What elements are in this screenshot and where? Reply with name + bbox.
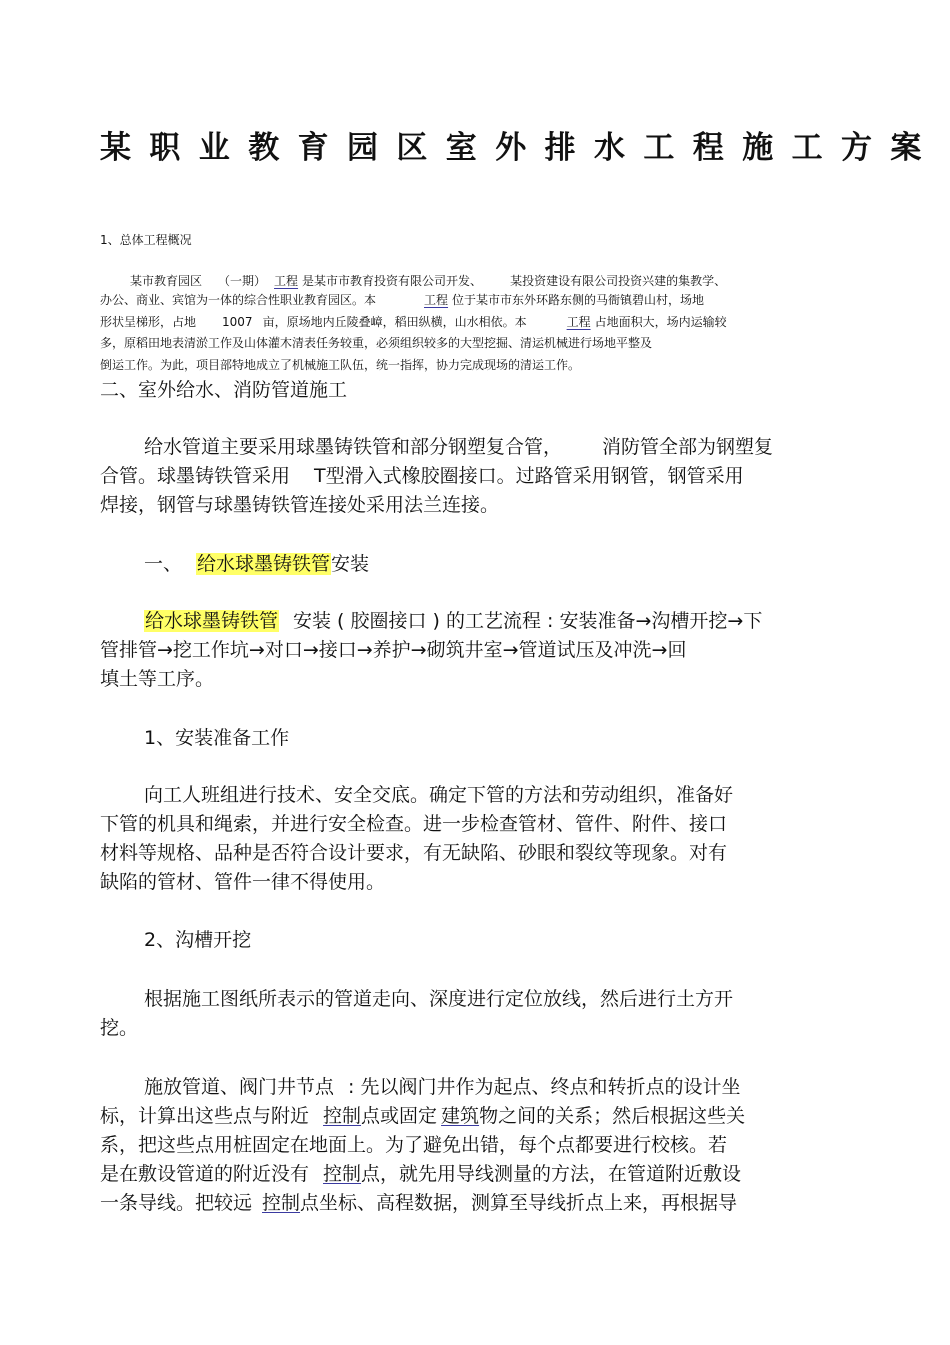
trench-line-1: 根据施工图纸所表示的管道走向、深度进行定位放线，然后进行土方开 — [144, 988, 734, 1010]
trench-line-2: 挖。 — [100, 1017, 139, 1039]
document-title: 某职业教育园区室外排水工程施工方案 — [100, 130, 940, 166]
highlighted-term: 给水球墨铸铁管 — [145, 610, 279, 632]
survey-line-4: 是在敷设管道的附近没有 控制点，就先用导线测量的方法，在管道附近敷设 — [100, 1163, 742, 1185]
overview-line-2: 办公、商业、宾馆为一体的综合性职业教育园区。本 工程 位于某市市东外环路东侧的马衙镇碧山村，场地 — [100, 293, 705, 307]
link-engineering[interactable]: 工程 — [274, 274, 299, 288]
link-control[interactable]: 控制 — [323, 1163, 362, 1185]
materials-line-1: 给水管道主要采用球墨铸铁管和部分钢塑复合管， 消防管全部为钢塑复 — [144, 436, 774, 458]
link-engineering[interactable]: 工程 — [424, 293, 449, 307]
overview-line-3: 形状呈梯形，占地 1007 亩，原场地内丘陵叠嶂，稻田纵横，山水相依。本 工程 占地面积大，场内运输较 — [100, 315, 727, 329]
materials-line-2: 合管。球墨铸铁管采用 T型滑入式橡胶圈接口。过路管采用钢管，钢管采用 — [100, 465, 744, 487]
preparation-line-1: 向工人班组进行技术、安全交底。确定下管的方法和劳动组织，准备好 — [144, 784, 734, 806]
survey-line-1: 施放管道、阀门井节点 : 先以阀门井作为起点、终点和转折点的设计坐 — [144, 1076, 741, 1098]
process-line-3: 填土等工序。 — [100, 668, 215, 690]
section-2-heading: 二、室外给水、消防管道施工 — [100, 379, 348, 401]
overview-line-4: 多，原稻田地表清淤工作及山体灌木清表任务较重，必须组织较多的大型挖掘、清运机械进行场地平整及 — [100, 336, 653, 350]
preparation-line-2: 下管的机具和绳索，并进行安全检查。进一步检查管材、管件、附件、接口 — [100, 813, 728, 835]
process-line-1: 给水球墨铸铁管 安装 ( 胶圈接口 ) 的工艺流程 : 安装准备→沟槽开挖→下 — [145, 610, 763, 632]
subsection-1-heading: 一、 给水球墨铸铁管安装 — [144, 553, 370, 575]
overview-line-1: 某市教育园区 （一期） 工程 是某市市教育投资有限公司开发、 某投资建设有限公司投资兴建的集教学、 — [130, 274, 727, 288]
preparation-line-4: 缺陷的管材、管件一律不得使用。 — [100, 871, 386, 893]
survey-line-2: 标，计算出这些点与附近 控制点或固定 建筑物之间的关系；然后根据这些关 — [100, 1105, 746, 1127]
survey-line-5: 一条导线。把较远 控制点坐标、高程数据，测算至导线折点上来，再根据导 — [100, 1192, 738, 1214]
survey-line-3: 系，把这些点用桩固定在地面上。为了避免出错，每个点都要进行校核。若 — [100, 1134, 728, 1156]
item-2-heading: 2、沟槽开挖 — [144, 929, 252, 951]
link-building[interactable]: 建筑 — [441, 1105, 480, 1127]
preparation-line-3: 材料等规格、品种是否符合设计要求，有无缺陷、砂眼和裂纹等现象。对有 — [100, 842, 728, 864]
highlighted-term: 给水球墨铸铁管 — [197, 553, 331, 575]
materials-line-3: 焊接，钢管与球墨铸铁管连接处采用法兰连接。 — [100, 494, 500, 516]
section-1-heading: 1、总体工程概况 — [100, 233, 192, 247]
link-engineering[interactable]: 工程 — [566, 315, 591, 329]
overview-line-5: 倒运工作。为此，项目部特地成立了机械施工队伍，统一指挥，协力完成现场的清运工作。 — [100, 358, 581, 372]
process-line-2: 管排管→挖工作坑→对口→接口→养护→砌筑井室→管道试压及冲洗→回 — [100, 639, 687, 661]
link-control[interactable]: 控制 — [262, 1192, 301, 1214]
item-1-heading: 1、安装准备工作 — [144, 727, 290, 749]
link-control[interactable]: 控制 — [323, 1105, 362, 1127]
